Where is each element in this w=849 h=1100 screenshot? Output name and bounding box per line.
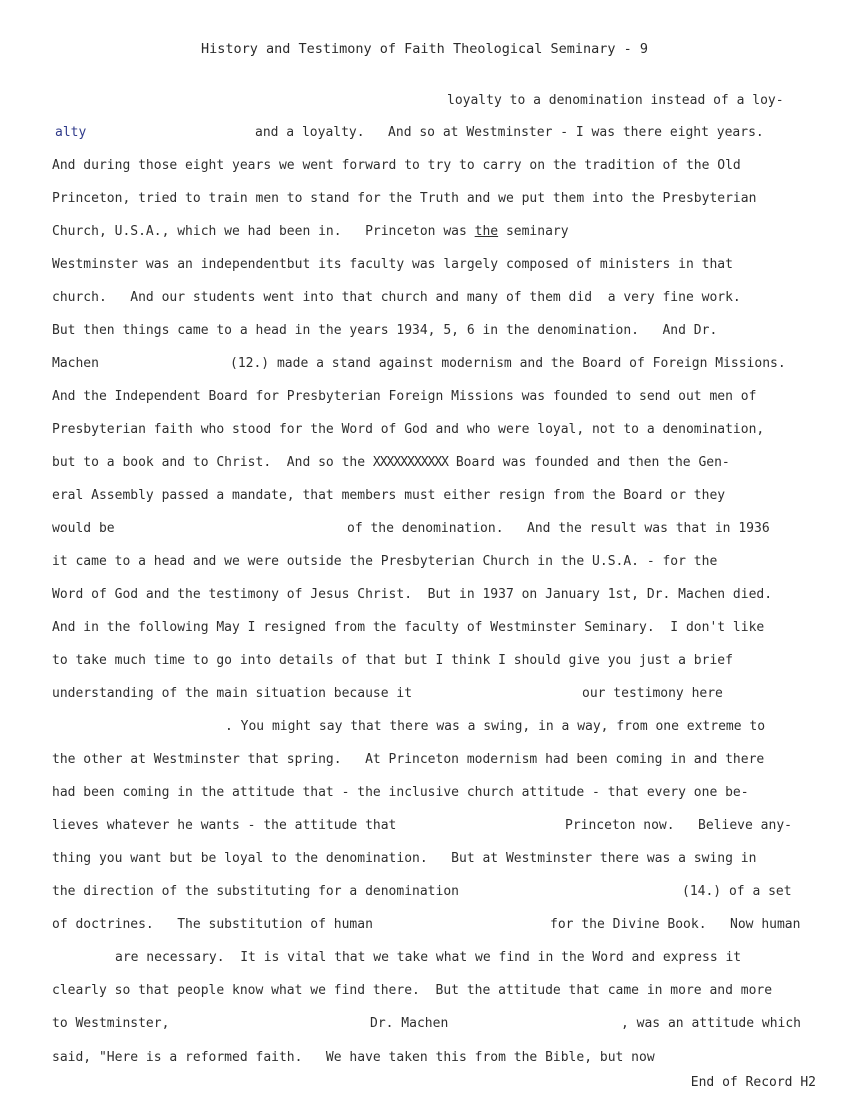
line-segment: understanding of the main situation because it	[52, 686, 413, 701]
line-segment: the other at Westminster that spring. At Princeton modernism had been coming in and there	[52, 752, 765, 767]
line-segment: Dr. Machen	[370, 1016, 449, 1031]
line-segment: seminary	[498, 224, 569, 239]
record-footer: End of Record H2	[690, 1075, 816, 1090]
line-segment: loyalty to a denomination instead of a loy-	[447, 93, 784, 108]
text-line-l04	[52, 191, 756, 207]
text-line-l12	[52, 455, 730, 471]
text-line-l18	[52, 653, 733, 669]
text-line-l30	[52, 1050, 655, 1066]
line-segment: for the Divine Book. Now human	[550, 917, 801, 932]
text-line-l19	[582, 686, 723, 702]
line-segment: And the Independent Board for Presbyterian Foreign Missions was founded to send out men of	[52, 389, 757, 404]
text-line-l05	[52, 224, 569, 240]
line-segment: eral Assembly passed a mandate, that members must either resign from the Board or they	[52, 488, 726, 503]
line-segment: Princeton, tried to train men to stand for the Truth and we put them into the Presbyterian	[52, 191, 757, 206]
text-line-l09	[52, 356, 99, 372]
line-segment: the	[474, 224, 499, 239]
line-segment: church. And our students went into that church and many of them did a very fine work.	[52, 290, 741, 305]
text-line-l22	[52, 785, 749, 801]
text-line-l15	[52, 554, 717, 570]
text-line-l09	[230, 356, 786, 372]
text-line-l19	[52, 686, 412, 702]
page-header: History and Testimony of Faith Theological Seminary - 9	[200, 41, 649, 57]
text-line-l10	[52, 389, 756, 405]
line-segment: And during those eight years we went forward to try to carry on the tradition of the Old	[52, 158, 741, 173]
line-segment: Westminster was an independentbut its faculty was largely composed of ministers in that	[52, 257, 733, 272]
line-segment: But then things came to a head in the years 1934, 5, 6 in the denomination. And Dr.	[52, 323, 718, 338]
line-segment: it came to a head and we were outside the Presbyterian Church in the U.S.A. - for the	[52, 554, 718, 569]
text-line-l20	[225, 719, 765, 735]
line-segment: of the denomination. And the result was that in 1936	[347, 521, 770, 536]
text-line-l29	[52, 1016, 169, 1032]
line-segment: and a loyalty. And so at Westminster - I was there eight years.	[255, 125, 764, 140]
text-line-l11	[52, 422, 764, 438]
text-line-l29	[370, 1016, 448, 1032]
line-segment: but to a book and to Christ. And so the	[52, 455, 373, 470]
line-segment: had been coming in the attitude that - the inclusive church attitude - that every one be-	[52, 785, 749, 800]
line-segment: Church, U.S.A., which we had been in. Princeton was	[52, 224, 475, 239]
text-line-l13	[52, 488, 725, 504]
text-line-l16	[52, 587, 772, 603]
text-line-l23	[565, 818, 792, 834]
line-segment: , was an attitude which	[621, 1016, 802, 1031]
line-segment: And in the following May I resigned from the faculty of Westminster Seminary. I don't like	[52, 620, 765, 635]
text-line-l06	[52, 257, 733, 273]
text-line-l25	[52, 884, 459, 900]
text-line-l23	[52, 818, 396, 834]
text-line-l03	[52, 158, 741, 174]
line-segment: Board was founded and then the Gen-	[448, 455, 730, 470]
text-line-l07	[52, 290, 741, 306]
line-segment: XXXXXXXXXXX	[372, 455, 448, 470]
text-line-l08	[52, 323, 717, 339]
line-segment: are necessary. It is vital that we take what we find in the Word and express it	[115, 950, 742, 965]
text-line-l02	[55, 125, 86, 141]
line-segment: to take much time to go into details of that but I think I should give you just a brief	[52, 653, 733, 668]
text-line-l21	[52, 752, 764, 768]
line-segment: Presbyterian faith who stood for the Word of God and who were loyal, not to a denomination,	[52, 422, 765, 437]
line-segment: to Westminster,	[52, 1016, 170, 1031]
text-line-l14	[52, 521, 115, 537]
line-segment: the direction of the substituting for a denomination	[52, 884, 459, 899]
line-segment: lieves whatever he wants - the attitude that	[52, 818, 397, 833]
line-segment: Princeton now. Believe any-	[565, 818, 792, 833]
text-line-l26	[52, 917, 373, 933]
line-segment: (14.) of a set	[682, 884, 792, 899]
text-line-l24	[52, 851, 756, 867]
line-segment: Word of God and the testimony of Jesus Christ. But in 1937 on January 1st, Dr. Machen died.	[52, 587, 773, 602]
text-line-l01	[447, 93, 784, 109]
text-line-l17	[52, 620, 764, 636]
line-segment: alty	[55, 125, 87, 140]
line-segment: . You might say that there was a swing, in a way, from one extreme to	[225, 719, 766, 734]
line-segment: thing you want but be loyal to the denomination. But at Westminster there was a swing in	[52, 851, 757, 866]
text-line-l28	[52, 983, 772, 999]
line-segment: would be	[52, 521, 115, 536]
text-line-l02	[255, 125, 764, 141]
line-segment: our testimony here	[582, 686, 723, 701]
line-segment: Machen	[52, 356, 99, 371]
line-segment: said, "Here is a reformed faith. We have taken this from the Bible, but now	[52, 1050, 655, 1065]
text-line-l26	[550, 917, 800, 933]
text-line-l29	[621, 1016, 801, 1032]
line-segment: of doctrines. The substitution of human	[52, 917, 373, 932]
text-line-l14	[347, 521, 770, 537]
text-line-l25	[682, 884, 792, 900]
line-segment: clearly so that people know what we find there. But the attitude that came in more and more	[52, 983, 773, 998]
text-line-l27	[115, 950, 741, 966]
line-segment: (12.) made a stand against modernism and the Board of Foreign Missions.	[230, 356, 786, 371]
